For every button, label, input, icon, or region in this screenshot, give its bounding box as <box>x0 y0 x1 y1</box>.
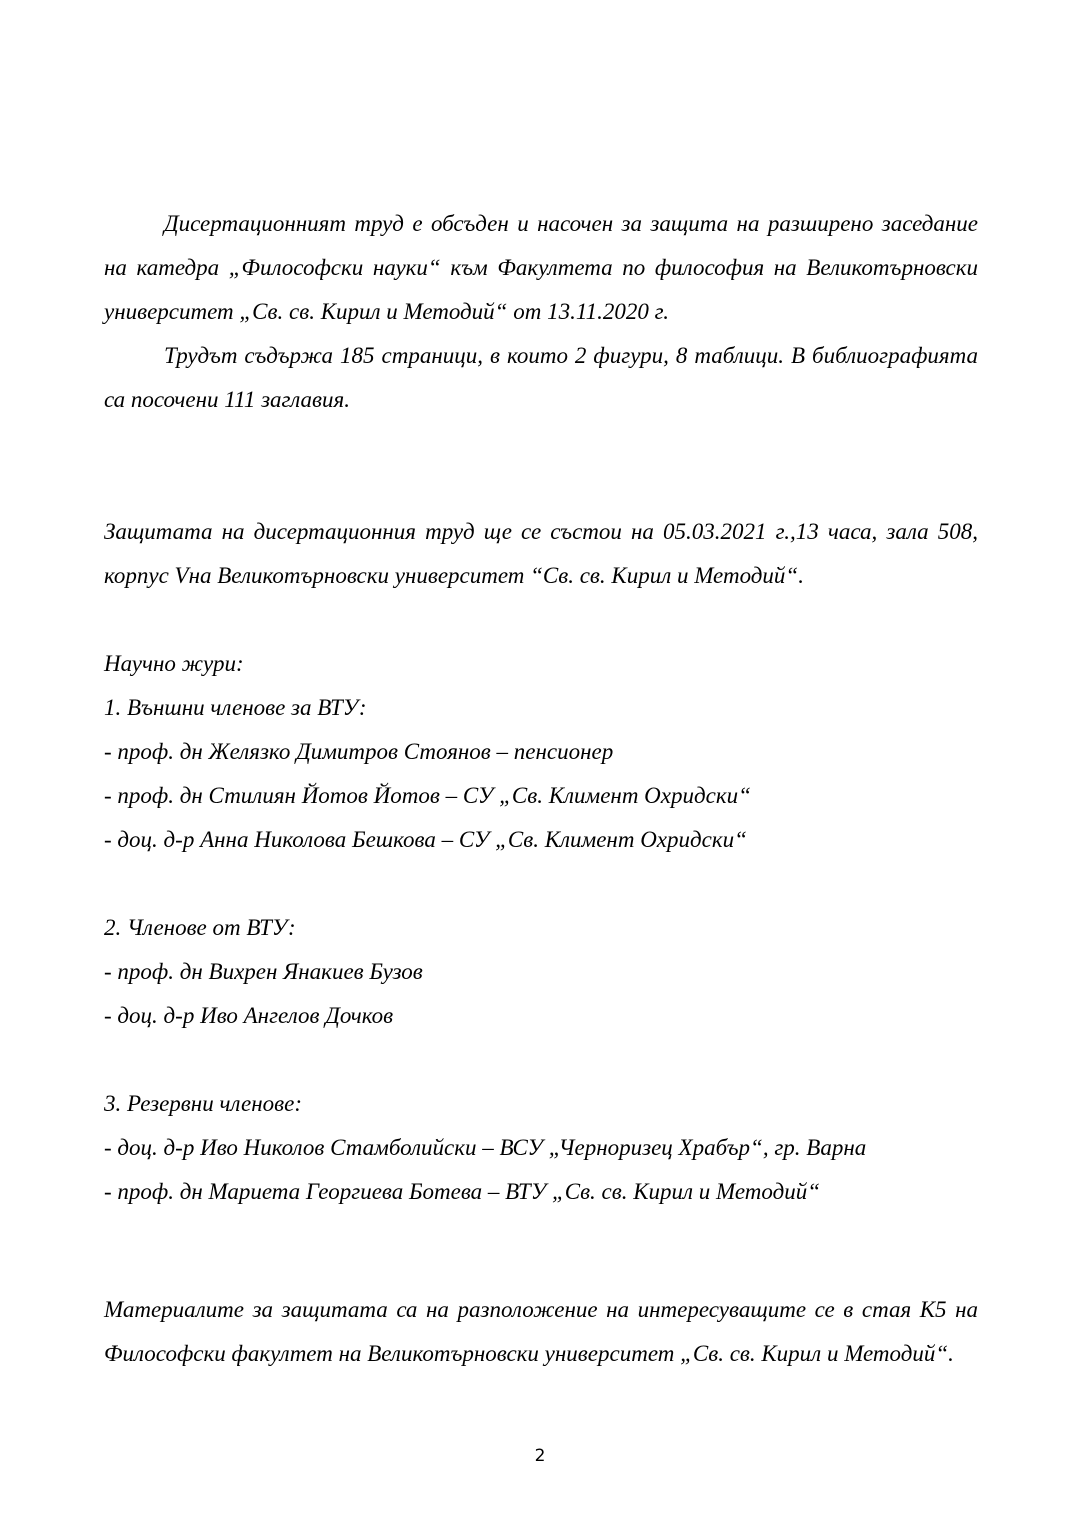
jury-member: - проф. дн Мариета Георгиева Ботева – ВТУ „Св. св. Кирил и Методий“ <box>104 1179 821 1204</box>
jury-member: - доц. д-р Иво Николов Стамболийски – ВСУ „Черноризец Храбър“, гр. Варна <box>104 1135 867 1160</box>
jury-member: - проф. дн Вихрен Янакиев Бузов <box>104 959 423 984</box>
jury-internal-heading: 2. Членове от ВТУ: <box>104 915 296 940</box>
page-number: 2 <box>534 1446 546 1466</box>
defense-announcement: Защитата на дисертационния труд ще се състои на 05.03.2021 г.,13 часа, зала 508, корпус Vна Великотърновски университет “Св. св. Кирил и Методий“. <box>104 519 978 588</box>
jury-title: Научно жури: <box>104 651 244 676</box>
materials-availability-note: Материалите за защитата са на разположение на интересуващите се в стая К5 на Философски факултет на Великотърновски университет „Св. св. Кирил и Методий“. <box>104 1297 978 1366</box>
jury-member: - проф. дн Стилиян Йотов Йотов – СУ „Св. Климент Охридски“ <box>104 783 751 808</box>
jury-member: - доц. д-р Иво Ангелов Дочков <box>104 1003 394 1028</box>
intro-paragraph-discussion: Дисертационният труд е обсъден и насочен за защита на разширено заседание на катедра „Философски науки“ към Факултета по философия на Великотърновски университет „Св. св. Кирил и Методий“ от 13.11.2020 г. <box>104 211 978 324</box>
intro-paragraph-content-summary: Трудът съдържа 185 страници, в които 2 фигури, 8 таблици. В библиографията са посочени 111 заглавия. <box>104 343 978 412</box>
jury-reserve-heading: 3. Резервни членове: <box>104 1091 302 1116</box>
jury-external-heading: 1. Външни членове за ВТУ: <box>104 695 367 720</box>
jury-member: - доц. д-р Анна Николова Бешкова – СУ „Св. Климент Охридски“ <box>104 827 747 852</box>
jury-member: - проф. дн Желязко Димитров Стоянов – пенсионер <box>104 739 614 764</box>
